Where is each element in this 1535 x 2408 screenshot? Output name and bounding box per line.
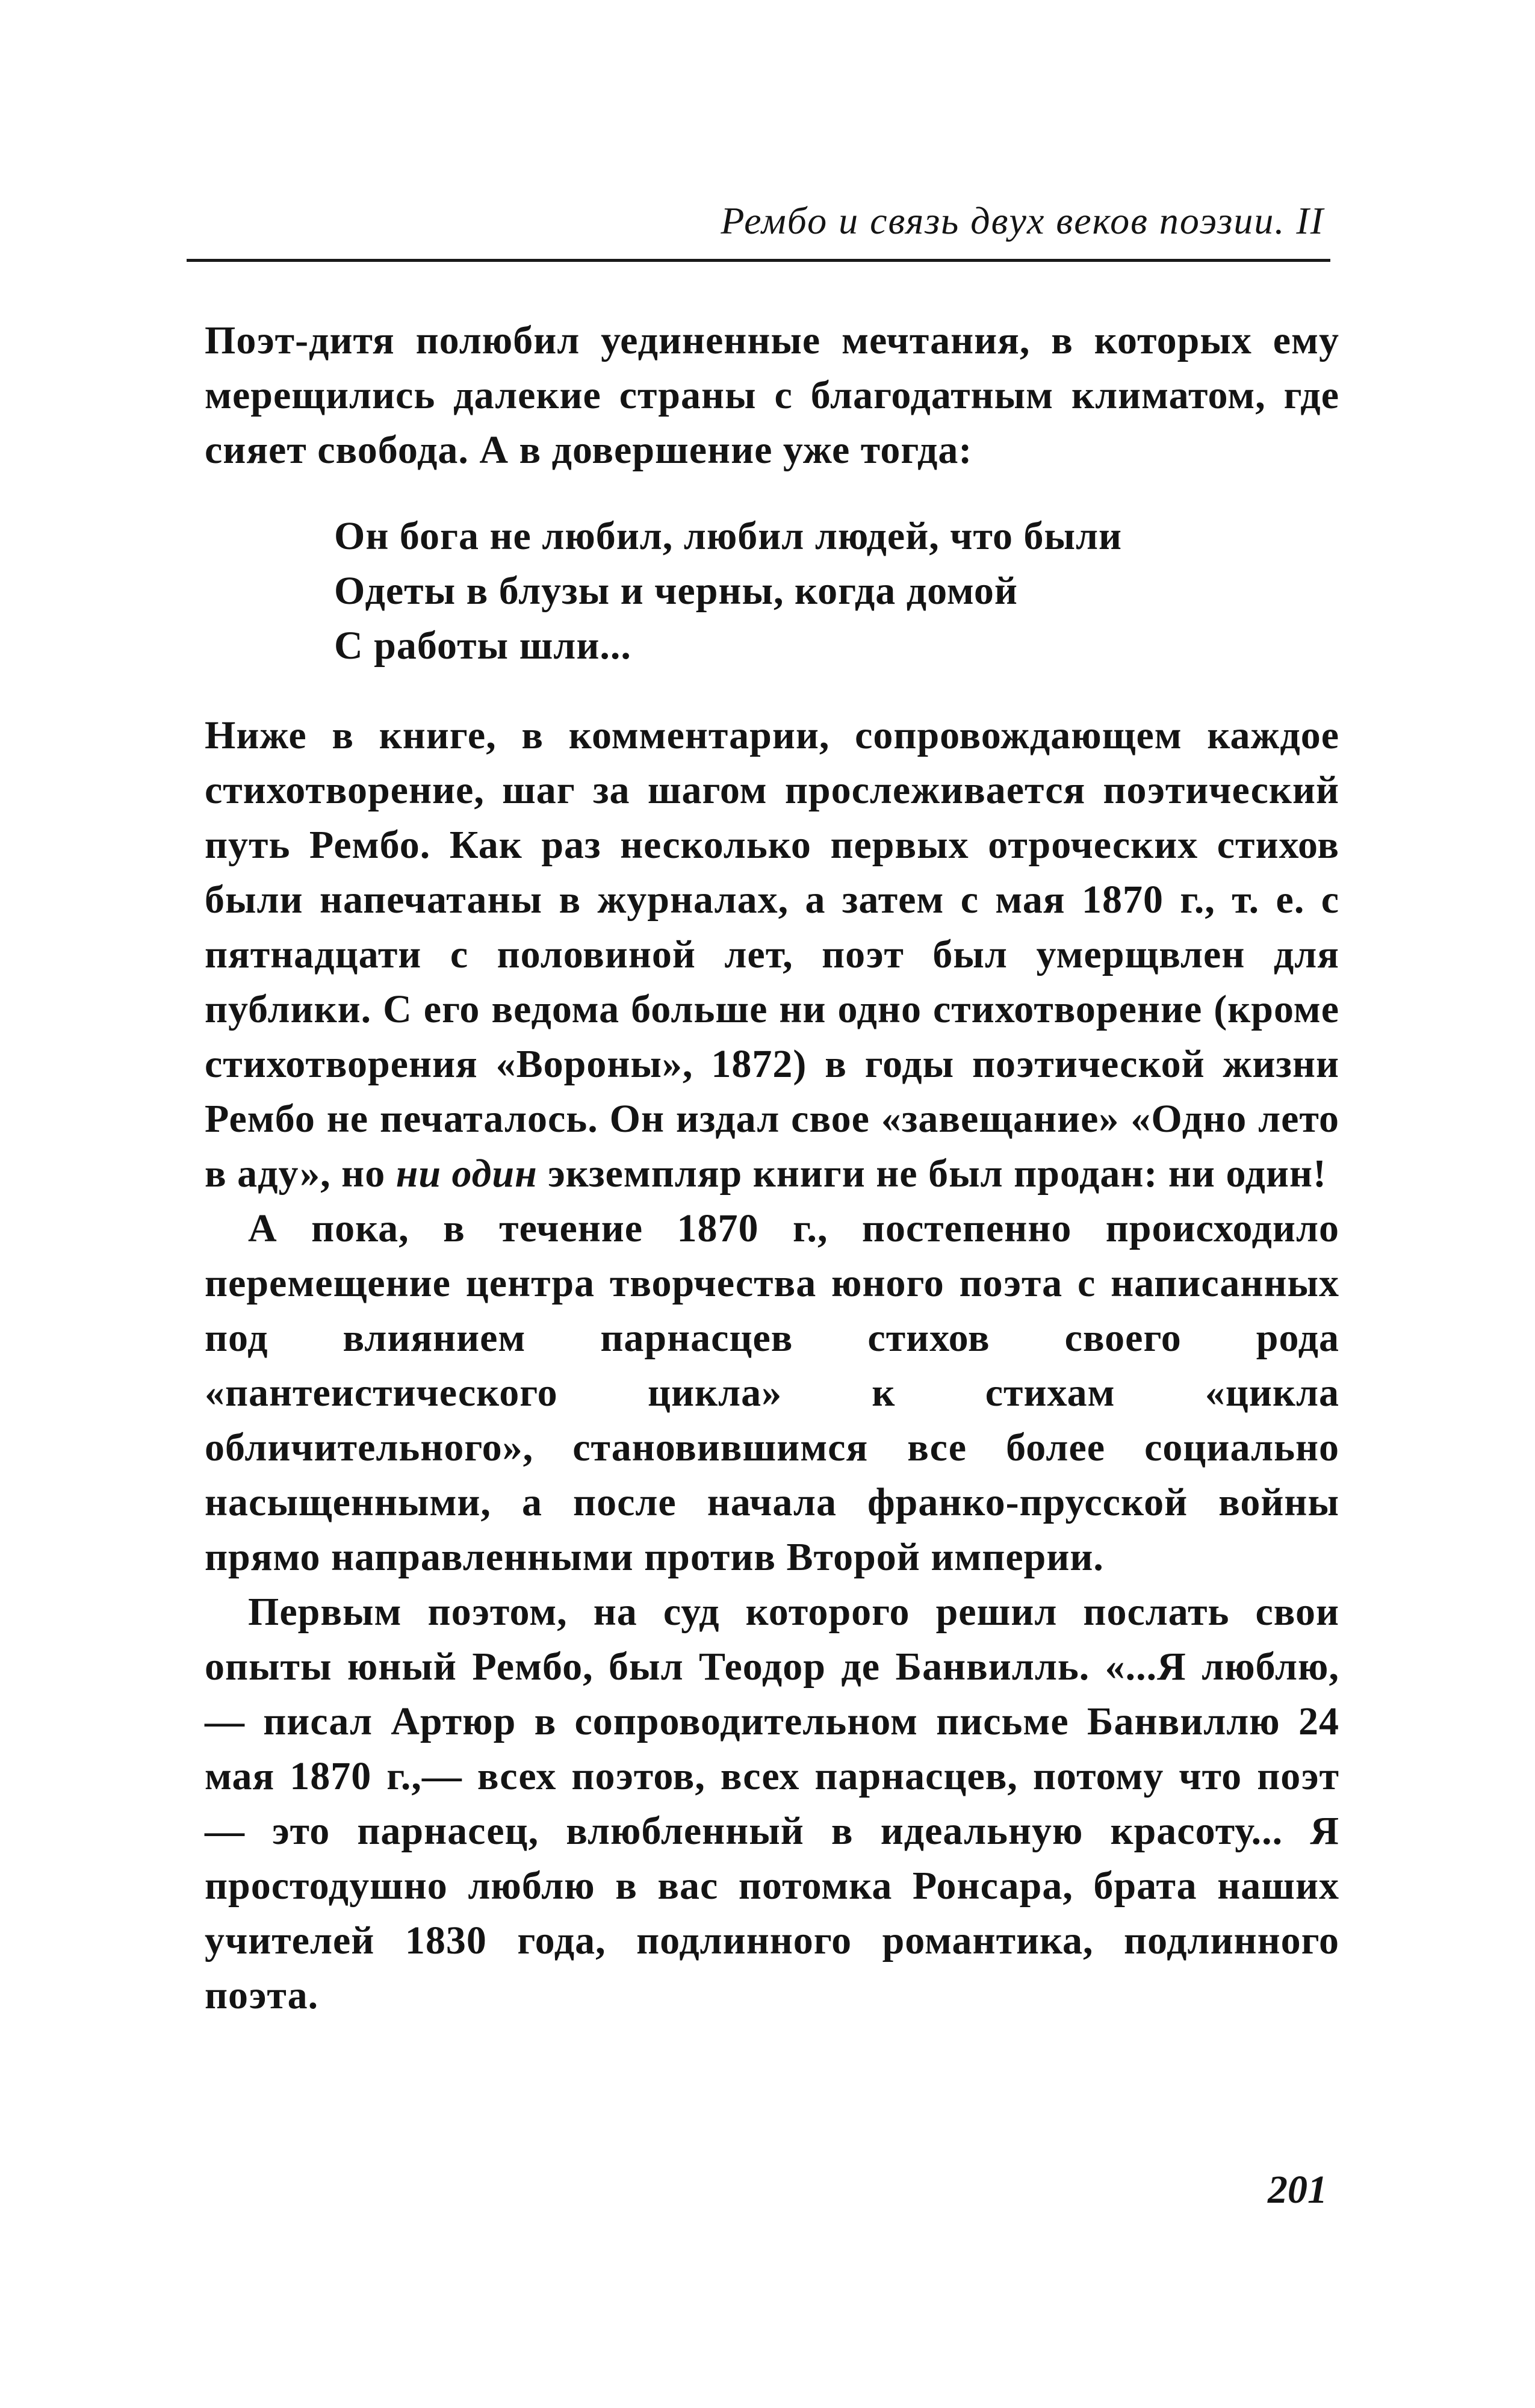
page-body [205, 313, 1339, 2023]
paragraph-2-emphasis: ни один [395, 1152, 538, 1196]
header-rule [187, 259, 1330, 262]
verse-line-2: Одеты в блузы и черны, когда домой [334, 569, 1018, 613]
verse-quote [334, 509, 1339, 673]
page-number: 201 [1268, 2168, 1327, 2212]
paragraph-1: Поэт-дитя полюбил уединенные мечтания, в которых ему мерещились далекие страны с благодатным климатом, где сияет свобода. А в довершение уже тогда: [205, 318, 1339, 472]
paragraph-3: А пока, в течение 1870 г., постепенно происходило перемещение центра творчества юного поэта с написанных под влиянием парнасцев стихов своего рода «пантеистического цикла» к стихам «цикла обличительного», становившимся все более социально насыщенными, а после начала франко-прусской войны прямо направленными против Второй империи. [205, 1206, 1339, 1579]
paragraph-2 [205, 708, 1339, 1201]
verse-line-3: С работы шли... [334, 624, 631, 668]
running-head: Рембо и связь двух веков поэзии. II [721, 199, 1324, 242]
paragraph-4: Первым поэтом, на суд которого решил послать свои опыты юный Рембо, был Теодор де Банвилль. «...Я люблю,— писал Артюр в сопроводительном письме Банвиллю 24 мая 1870 г.,— всех поэтов, всех парнасцев, потому что поэт — это парнасец, влюбленный в идеальную красоту... Я простодушно люблю в вас потомка Ронсара, брата наших учителей 1830 года, подлинного романтика, подлинного поэта. [205, 1590, 1339, 2017]
paragraph-2-text-b: экземпляр книги не был продан: ни один! [548, 1152, 1327, 1196]
verse-line-1: Он бога не любил, любил людей, что были [334, 514, 1123, 558]
paragraph-2-text-a: Ниже в книге, в комментарии, сопровождающем каждое стихотворение, шаг за шагом прослеживается поэтический путь Рембо. Как раз несколько первых отроческих стихов были напечатаны в журналах, а затем с мая 1870 г., т. е. с пятнадцати с половиной лет, поэт был умерщвлен для публики. С его ведома больше ни одно стихотворение (кроме стихотворения «Вороны», 1872) в годы поэтической жизни Рембо не печаталось. Он издал свое «завещание» «Одно лето в аду», но [205, 713, 1339, 1196]
